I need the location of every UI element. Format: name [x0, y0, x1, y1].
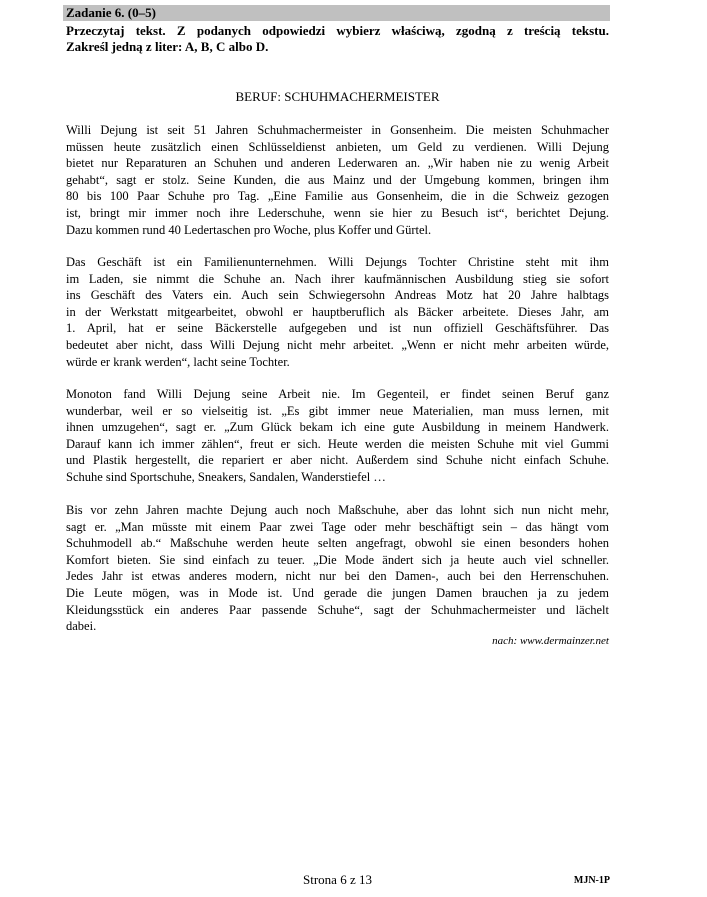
article-paragraph-2 [66, 254, 609, 370]
text-line: bedeutet aber nicht, dass Willi Dejung nicht mehr arbeitet. „Wenn er nicht mehr arbeiten würde, [66, 337, 609, 352]
text-line: müssen heute zusätzlich einen Schlüsseldienst anbieten, um Geld zu verdienen. Willi Dejung [66, 139, 609, 154]
text-line: Monoton fand Willi Dejung seine Arbeit nie. Im Gegenteil, er findet seinen Beruf ganz [66, 387, 609, 401]
instruction-line: Zakreśl jedną z liter: A, B, C albo D. [66, 39, 269, 54]
text-line: Darauf kann ich immer zählen“, freut er sich. Heute werden die meisten Schuhe mit viel Gummi [66, 436, 609, 451]
text-line: gehabt“, sagt er stolz. Seine Kunden, die aus Mainz und der Umgebung kommen, bringen ihm [66, 172, 609, 187]
article-paragraph-4 [66, 502, 609, 635]
page-number: Strona 6 z 13 [303, 872, 372, 887]
text-line: Das Geschäft ist ein Familienunternehmen. Willi Dejungs Tochter Christine steht mit ihm [66, 255, 609, 269]
text-line: ihnen umzugehen“, sagt er. „Zum Glück bekam ich eine gute Ausbildung in meinem Handwerk. [66, 420, 609, 435]
text-line: sagt er. „Man müsste mit einem Paar zwei Tage oder mehr beschäftigt sein – das hängt vom [66, 519, 609, 534]
article-paragraph-3 [66, 386, 609, 486]
task-title: Zadanie 6. (0–5) [66, 5, 156, 20]
text-line: Willi Dejung ist seit 51 Jahren Schuhmachermeister in Gonsenheim. Die meisten Schuhmacher [66, 123, 609, 137]
text-line: ins Geschäft des Vaters ein. Auch sein Schwiegersohn Andreas Motz hat 20 Jahre halbtags [66, 288, 609, 303]
text-line: Schuhmodell ab.“ Maßschuhe werden heute selten angefragt, obwohl sie einen besonders hohen [66, 536, 609, 551]
text-line: würde er krank werden“, lacht seine Tochter. [66, 354, 290, 369]
text-line: Kleidungsstück ein anderes Paar passende Schuhe“, sagt der Schuhmachermeister und lächelt [66, 602, 609, 617]
source-citation: nach: www.dermainzer.net [492, 635, 609, 647]
exam-code: MJN-1P [573, 875, 610, 886]
text-line: Schuhe sind Sportschuhe, Sneakers, Sandalen, Wanderstiefel … [66, 469, 386, 484]
instruction-line: Przeczytaj tekst. Z podanych odpowiedzi wybierz właściwą, zgodną z treścią tekstu. [66, 23, 609, 38]
text-line: wunderbar, weil er so vielseitig ist. „Es gibt immer neue Materialien, man muss lernen, mit [66, 403, 609, 418]
text-line: ist, bringt mir immer noch ihre Lederschuhe, wenn sie hier zu Besuch ist“, berichtet Dejung. [66, 205, 609, 220]
task-instruction [66, 23, 609, 55]
text-line: 1. April, hat er seine Bäckerstelle aufgegeben und ist nun offiziell Geschäftsführer. Das [66, 321, 609, 336]
text-line: Dazu kommen rund 40 Ledertaschen pro Woche, plus Koffer und Gürtel. [66, 222, 432, 237]
text-line: im Laden, sie nimmt die Schuhe an. Nach ihrer kaufmännischen Ausbildung stieg sie sofort [66, 271, 609, 286]
text-line: und Plastik hergestellt, die repariert er aber nicht. Außerdem sind Schuhe nicht einfach Schuhe. [66, 453, 609, 468]
article-title: BERUF: SCHUHMACHERMEISTER [235, 89, 440, 104]
text-line: 80 bis 100 Paar Schuhe pro Tag. „Eine Familie aus Gonsenheim, die in die Schweiz gezogen [66, 189, 609, 204]
text-line: bietet nur Reparaturen an Schuhen und anderen Lederwaren an. „Wir haben nie zu wenig Arbeit [66, 156, 609, 171]
text-line: Jedes Jahr ist etwas anderes modern, nicht nur bei den Damen-, auch bei den Herrenschuhen. [66, 569, 609, 584]
text-line: Bis vor zehn Jahren machte Dejung auch noch Maßschuhe, aber das lohnt sich nun nicht mehr, [66, 503, 609, 517]
article-paragraph-1 [66, 122, 609, 238]
text-line: dabei. [66, 619, 97, 634]
text-line: Komfort bieten. Sie sind einfach zu teuer. „Die Mode ändert sich ja heute auch viel schneller. [66, 552, 609, 567]
text-line: Die Leute mögen, was in Mode ist. Und gerade die jungen Damen brauchen ja zu jedem [66, 585, 609, 600]
text-line: in der Werkstatt mitgearbeitet, obwohl er hauptberuflich als Bäcker arbeitete. Dieses Jahr, am [66, 304, 609, 319]
